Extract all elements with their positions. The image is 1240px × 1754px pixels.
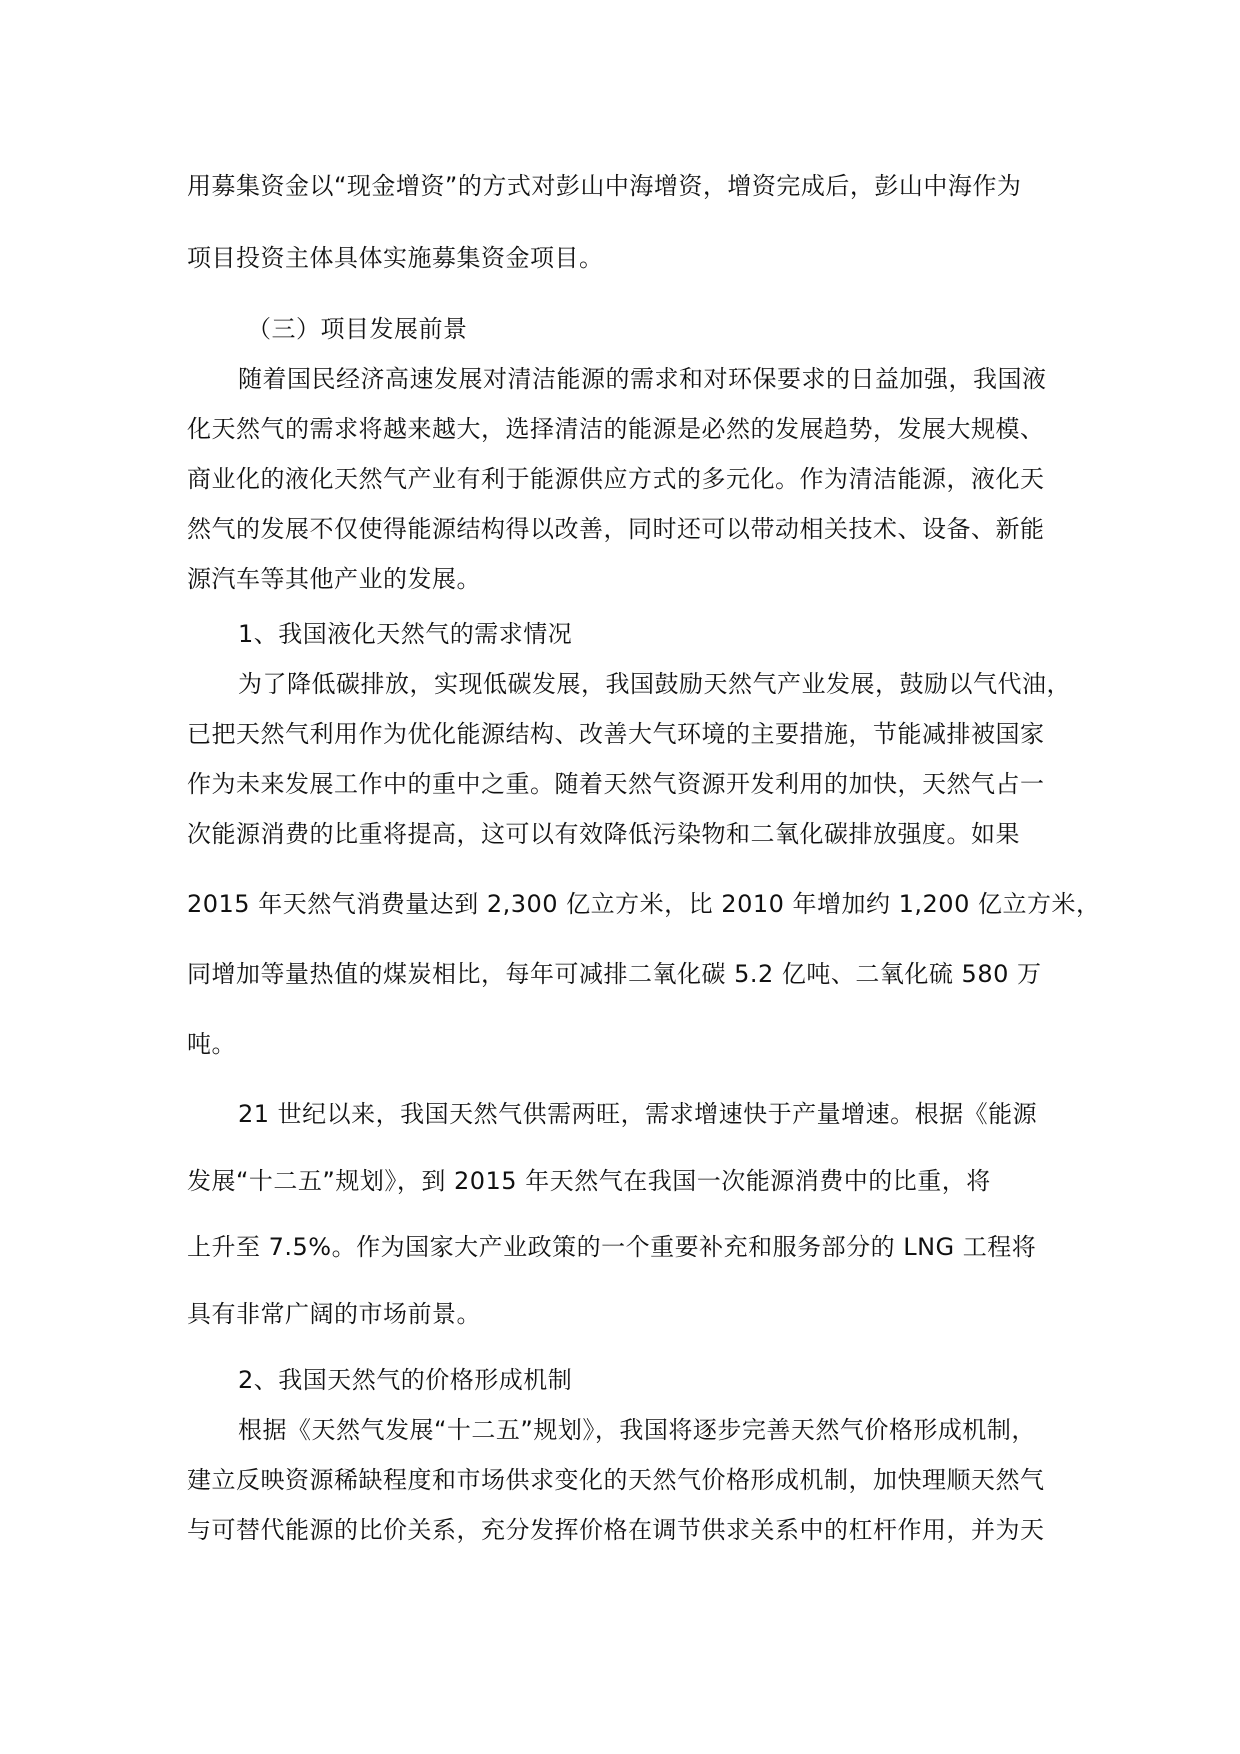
body-text-line: 为了降低碳排放，实现低碳发展，我国鼓励天然气产业发展，鼓励以气代油， bbox=[238, 670, 1071, 698]
body-text-line: 随着国民经济高速发展对清洁能源的需求和对环保要求的日益加强，我国液 bbox=[238, 365, 1047, 393]
body-text-line: 已把天然气利用作为优化能源结构、改善大气环境的主要措施，节能减排被国家 bbox=[187, 720, 1045, 748]
body-text-line: 同增加等量热值的煤炭相比，每年可减排二氧化碳 5.2 亿吨、二氧化硫 580 万 bbox=[187, 960, 1042, 988]
body-text-line: 吨。 bbox=[187, 1030, 236, 1058]
body-text-line: 次能源消费的比重将提高，这可以有效降低污染物和二氧化碳排放强度。如果 bbox=[187, 820, 1020, 848]
body-text-line: 根据《天然气发展“十二五”规划》，我国将逐步完善天然气价格形成机制， bbox=[238, 1416, 1036, 1444]
body-text-line: 作为未来发展工作中的重中之重。随着天然气资源开发利用的加快，天然气占一 bbox=[187, 770, 1045, 798]
body-text-line: 化天然气的需求将越来越大，选择清洁的能源是必然的发展趋势，发展大规模、 bbox=[187, 415, 1045, 443]
body-text-line: 2015 年天然气消费量达到 2,300 亿立方米，比 2010 年增加约 1,200 亿立方米， bbox=[187, 890, 1101, 918]
body-text-line: 源汽车等其他产业的发展。 bbox=[187, 565, 481, 593]
body-text-line: 21 世纪以来，我国天然气供需两旺，需求增速快于产量增速。根据《能源 bbox=[238, 1100, 1038, 1128]
body-text-line: 发展“十二五”规划》，到 2015 年天然气在我国一次能源消费中的比重，将 bbox=[187, 1167, 991, 1195]
subsection-heading: 1、我国液化天然气的需求情况 bbox=[238, 620, 573, 648]
body-text-line: 项目投资主体具体实施募集资金项目。 bbox=[187, 244, 604, 272]
subsection-heading: 2、我国天然气的价格形成机制 bbox=[238, 1366, 573, 1394]
section-heading: （三）项目发展前景 bbox=[247, 315, 468, 343]
body-text-line: 然气的发展不仅使得能源结构得以改善，同时还可以带动相关技术、设备、新能 bbox=[187, 515, 1045, 543]
body-text-line: 用募集资金以“现金增资”的方式对彭山中海增资，增资完成后，彭山中海作为 bbox=[187, 172, 1022, 200]
body-text-line: 具有非常广阔的市场前景。 bbox=[187, 1300, 481, 1328]
body-text-line: 商业化的液化天然气产业有利于能源供应方式的多元化。作为清洁能源，液化天 bbox=[187, 465, 1045, 493]
body-text-line: 上升至 7.5%。作为国家大产业政策的一个重要补充和服务部分的 LNG 工程将 bbox=[187, 1233, 1037, 1261]
body-text-line: 建立反映资源稀缺程度和市场供求变化的天然气价格形成机制，加快理顺天然气 bbox=[187, 1466, 1045, 1494]
body-text-line: 与可替代能源的比价关系，充分发挥价格在调节供求关系中的杠杆作用，并为天 bbox=[187, 1516, 1045, 1544]
